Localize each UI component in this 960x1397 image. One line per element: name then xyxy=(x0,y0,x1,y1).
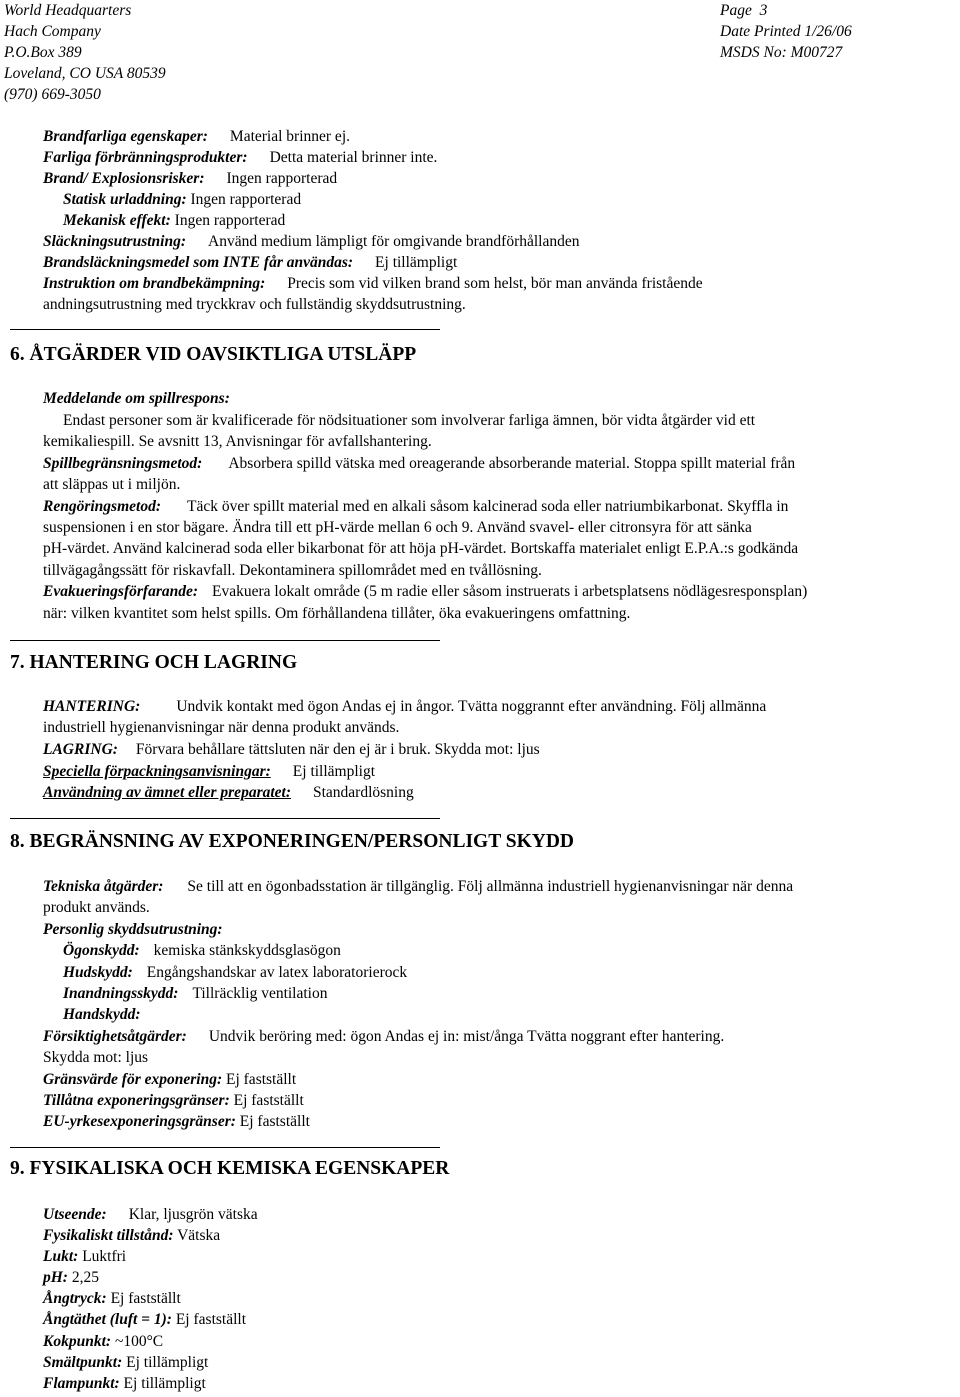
slackning-value: Använd medium lämpligt för omgivande brandförhållanden xyxy=(208,233,580,250)
header-box: P.O.Box 389 xyxy=(4,44,82,61)
row-hudskydd xyxy=(63,962,407,983)
ogonskydd-label: Ögonskydd: xyxy=(63,942,140,959)
statisk-value: Ingen rapporterad xyxy=(190,191,302,208)
divider xyxy=(10,640,440,641)
header-page xyxy=(720,0,767,21)
header-city: Loveland, CO USA 80539 xyxy=(4,65,166,82)
statisk-label: Statisk urladdning: xyxy=(63,191,187,208)
section-6-title: 6. ÅTGÄRDER VID OAVSIKTLIGA UTSLÄPP xyxy=(10,344,417,365)
lagring-label: LAGRING: xyxy=(43,741,118,758)
kokpunkt-value: ~100°C xyxy=(114,1333,164,1350)
kokpunkt-label: Kokpunkt: xyxy=(43,1333,112,1350)
eu-granser-value: Ej fastställt xyxy=(239,1113,310,1130)
anvandning-value: Standardlösning xyxy=(313,784,414,801)
rengoring-value-2: suspensionen i en stor bägare. Ändra till ett pH-värde mellan 6 och 9. Använd svavel- eller citronsyra för att sänka xyxy=(43,519,752,536)
inte-value: Ej tillämpligt xyxy=(375,254,458,271)
explosion-label: Brand/ Explosionsrisker: xyxy=(43,170,205,187)
spill-value: Absorbera spilld vätska med oreagerande absorberande material. Stoppa spillt material från xyxy=(228,455,796,472)
hudskydd-value: Engångshandskar av latex laboratorierock xyxy=(146,964,408,981)
tillatna-value: Ej fastställt xyxy=(233,1092,304,1109)
rengoring-value-4: tillvägagångssätt för riskavfall. Dekontaminera spillområdet med en tvållösning. xyxy=(43,562,542,579)
row-smaltpunkt xyxy=(43,1352,208,1373)
header-msds-no: MSDS No: M00727 xyxy=(720,44,843,61)
hantering-label: HANTERING: xyxy=(43,698,141,715)
flampunkt-value: Ej tillämpligt xyxy=(123,1375,206,1392)
utseende-value: Klar, ljusgrön vätska xyxy=(128,1206,258,1223)
row-tillatna xyxy=(43,1090,304,1111)
row-slackning xyxy=(43,231,580,252)
farliga-label: Farliga förbränningsprodukter: xyxy=(43,149,248,166)
row-spill xyxy=(43,453,795,474)
row-forpackning xyxy=(43,761,375,782)
hudskydd-label: Hudskydd: xyxy=(63,964,133,981)
header-company: Hach Company xyxy=(4,23,101,40)
farliga-value: Detta material brinner inte. xyxy=(269,149,438,166)
header-phone: (970) 669-3050 xyxy=(4,86,101,103)
row-evakuering xyxy=(43,581,807,602)
section-8-title: 8. BEGRÄNSNING AV EXPONERINGEN/PERSONLIGT SKYDD xyxy=(10,831,574,852)
divider xyxy=(10,818,440,819)
utseende-label: Utseende: xyxy=(43,1206,107,1223)
row-inandningsskydd xyxy=(63,983,327,1004)
row-rengoring xyxy=(43,496,788,517)
eu-granser-label: EU-yrkesexponeringsgränser: xyxy=(43,1113,236,1130)
divider xyxy=(10,329,440,330)
lukt-value: Luktfri xyxy=(82,1248,127,1265)
row-mekanisk xyxy=(63,210,285,231)
row-gransvarde xyxy=(43,1069,296,1090)
row-ph xyxy=(43,1267,99,1288)
row-hantering xyxy=(43,696,766,717)
inandningsskydd-label: Inandningsskydd: xyxy=(63,985,179,1002)
row-kokpunkt xyxy=(43,1331,163,1352)
row-eu-granser xyxy=(43,1111,310,1132)
header-org: World Headquarters xyxy=(4,2,132,19)
row-angtathet xyxy=(43,1309,246,1330)
row-explosion xyxy=(43,168,337,189)
inte-label: Brandsläckningsmedel som INTE får användas: xyxy=(43,254,354,271)
spill-label: Spillbegränsningsmetod: xyxy=(43,455,203,472)
page-number: 3 xyxy=(759,2,768,19)
slackning-label: Släckningsutrustning: xyxy=(43,233,187,250)
evakuering-value: Evakuera lokalt område (5 m radie eller såsom instruerats i arbetsplatsens nödlägesresponsplan) xyxy=(212,583,808,600)
tillstand-label: Fysikaliskt tillstånd: xyxy=(43,1227,174,1244)
rengoring-value-3: pH-värdet. Använd kalcinerad soda eller bikarbonat för att höja pH-värdet. Bortskaffa materialet enligt E.P.A.:s godkända xyxy=(43,540,799,557)
flampunkt-label: Flampunkt: xyxy=(43,1375,120,1392)
handskydd-label: Handskydd: xyxy=(63,1006,141,1023)
brandfarliga-value: Material brinner ej. xyxy=(229,128,350,145)
mekanisk-value: Ingen rapporterad xyxy=(174,212,286,229)
inandningsskydd-value: Tillräcklig ventilation xyxy=(192,985,328,1002)
row-lukt xyxy=(43,1246,126,1267)
hantering-value: Undvik kontakt med ögon Andas ej in ångor. Tvätta noggrannt efter användning. Följ allmänna xyxy=(176,698,767,715)
angtryck-value: Ej fastställt xyxy=(110,1290,181,1307)
anvandning-label: Användning av ämnet eller preparatet: xyxy=(43,784,291,801)
row-tekniska xyxy=(43,876,793,897)
section-9-title: 9. FYSIKALISKA OCH KEMISKA EGENSKAPER xyxy=(10,1158,450,1179)
row-inte xyxy=(43,252,457,273)
angtryck-label: Ångtryck: xyxy=(43,1290,107,1307)
forsiktighet-value: Undvik beröring med: ögon Andas ej in: mist/ånga Tvätta noggrant efter hantering. xyxy=(208,1028,725,1045)
forsiktighet-value-2: Skydda mot: ljus xyxy=(43,1049,149,1066)
divider xyxy=(10,1147,440,1148)
row-utseende xyxy=(43,1204,258,1225)
header-date-printed: Date Printed 1/26/06 xyxy=(720,23,852,40)
forpackning-label: Speciella förpackningsanvisningar: xyxy=(43,763,271,780)
angtathet-value: Ej fastställt xyxy=(175,1311,247,1328)
rengoring-label: Rengöringsmetod: xyxy=(43,498,161,515)
page-label: Page xyxy=(720,2,752,19)
tillatna-label: Tillåtna exponeringsgränser: xyxy=(43,1092,230,1109)
tekniska-value: Se till att en ögonbadsstation är tillgänglig. Följ allmänna industriell hygienanvisningar när denna xyxy=(187,878,794,895)
smaltpunkt-label: Smältpunkt: xyxy=(43,1354,123,1371)
lagring-value: Förvara behållare tättsluten när den ej är i bruk. Skydda mot: ljus xyxy=(135,741,540,758)
row-flampunkt xyxy=(43,1373,206,1394)
row-statisk xyxy=(63,189,301,210)
gransvarde-label: Gränsvärde för exponering: xyxy=(43,1071,223,1088)
row-anvandning xyxy=(43,782,414,803)
spill-value-2: att släppas ut i miljön. xyxy=(43,476,181,493)
rengoring-value: Täck över spillt material med en alkali såsom kalcinerad soda eller natriumbikarbonat. Skyffla in xyxy=(186,498,789,515)
forsiktighet-label: Försiktighetsåtgärder: xyxy=(43,1028,187,1045)
evakuering-label: Evakueringsförfarande: xyxy=(43,583,199,600)
instruktion-label: Instruktion om brandbekämpning: xyxy=(43,275,266,292)
instruktion-value: Precis som vid vilken brand som helst, bör man använda fristående xyxy=(287,275,703,292)
smaltpunkt-value: Ej tillämpligt xyxy=(126,1354,209,1371)
tekniska-value-2: produkt används. xyxy=(43,899,150,916)
row-instruktion xyxy=(43,273,703,294)
gransvarde-value: Ej fastställt xyxy=(226,1071,297,1088)
row-angtryck xyxy=(43,1288,181,1309)
brandfarliga-label: Brandfarliga egenskaper: xyxy=(43,128,208,145)
evakuering-value-2: när: vilken kvantitet som helst spills. Om förhållandena tillåter, öka evakueringens omfattning. xyxy=(43,605,631,622)
instruktion-value-2: andningsutrustning med tryckkrav och fullständig skyddsutrustning. xyxy=(43,296,466,313)
row-ogonskydd xyxy=(63,940,341,961)
meddelande-label: Meddelande om spillrespons: xyxy=(43,390,230,407)
explosion-value: Ingen rapporterad xyxy=(226,170,338,187)
forpackning-value: Ej tillämpligt xyxy=(292,763,376,780)
hantering-value-2: industriell hygienanvisningar när denna produkt används. xyxy=(43,719,400,736)
row-forsiktighet xyxy=(43,1026,724,1047)
row-farliga xyxy=(43,147,437,168)
meddelande-line-1: Endast personer som är kvalificerade för nödsituationer som involverar farliga ämnen, bör vidta åtgärder vid ett xyxy=(63,412,756,429)
mekanisk-label: Mekanisk effekt: xyxy=(63,212,171,229)
section-7-title: 7. HANTERING OCH LAGRING xyxy=(10,652,298,673)
angtathet-label: Ångtäthet (luft = 1): xyxy=(43,1311,172,1328)
ogonskydd-value: kemiska stänkskyddsglasögon xyxy=(153,942,341,959)
tekniska-label: Tekniska åtgärder: xyxy=(43,878,164,895)
meddelande-line-2: kemikaliespill. Se avsnitt 13, Anvisningar för avfallshantering. xyxy=(43,433,432,450)
ph-label: pH: xyxy=(43,1269,68,1286)
row-tillstand xyxy=(43,1225,220,1246)
row-brandfarliga xyxy=(43,126,350,147)
tillstand-value: Vätska xyxy=(177,1227,221,1244)
lukt-label: Lukt: xyxy=(43,1248,79,1265)
row-lagring xyxy=(43,739,540,760)
personlig-label: Personlig skyddsutrustning: xyxy=(43,921,223,938)
ph-value: 2,25 xyxy=(71,1269,99,1286)
